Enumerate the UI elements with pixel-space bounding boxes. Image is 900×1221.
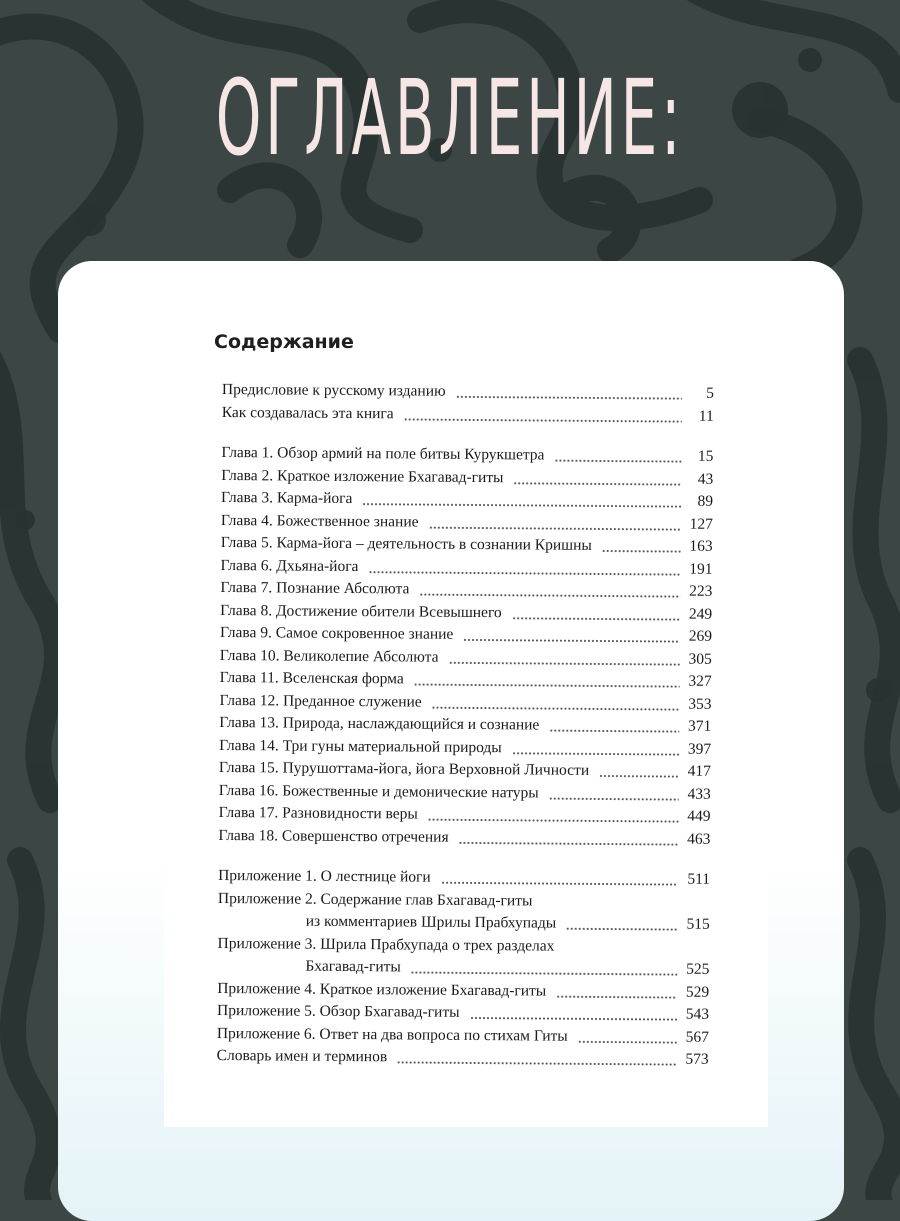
contents-title: Содержание xyxy=(214,331,354,353)
toc-entry-title: Глава 16. Божественные и демонические натуры xyxy=(218,781,539,801)
dot-leader xyxy=(411,971,678,977)
toc-entry-title: Глава 18. Совершенство отречения xyxy=(218,826,449,846)
toc-entry-page: 353 xyxy=(688,695,712,713)
toc-entry-title: Предисловие к русскому изданию xyxy=(221,381,446,400)
toc-entry-page: 127 xyxy=(689,515,713,533)
toc-entry-page: 5 xyxy=(706,384,714,402)
dot-leader xyxy=(556,994,677,999)
toc-entry-page: 43 xyxy=(697,470,714,488)
toc-entry-page: 191 xyxy=(689,560,713,578)
dot-leader xyxy=(469,1016,677,1022)
dot-leader xyxy=(428,525,680,531)
toc-entry-page: 11 xyxy=(698,407,714,425)
toc-entry-page: 573 xyxy=(685,1050,709,1068)
dot-leader xyxy=(549,729,679,734)
toc-entry-title: Приложение 6. Ответ на два вопроса по стихам Гиты xyxy=(216,1024,568,1045)
toc-entry-title: Глава 6. Дхьяна-йога xyxy=(220,556,359,575)
dot-leader xyxy=(566,927,678,932)
dot-leader xyxy=(419,593,680,599)
contents-card xyxy=(58,261,844,1221)
dot-leader xyxy=(554,459,681,464)
dot-leader xyxy=(602,549,681,554)
toc-entry-page: 433 xyxy=(687,785,711,803)
toc-entry-title: Глава 3. Карма-йога xyxy=(221,488,353,508)
toc-entry-page: 567 xyxy=(685,1028,709,1046)
toc-entry-page: 463 xyxy=(687,830,711,848)
toc-entry-page: 449 xyxy=(687,807,711,825)
toc-entry-page: 223 xyxy=(689,582,713,600)
dot-leader xyxy=(448,661,679,667)
toc-entry xyxy=(222,403,714,429)
toc-entry-title: Глава 13. Природа, наслаждающийся и сознание xyxy=(219,713,540,734)
dot-leader xyxy=(441,881,678,887)
toc-entry-title: Приложение 3. Шрила Прабхупада о трех разделах xyxy=(217,934,555,955)
page-heading: ОГЛАВЛЕНИЕ: xyxy=(215,57,685,179)
dot-leader xyxy=(513,481,681,486)
toc-entry-title: Приложение 1. О лестнице йоги xyxy=(218,866,431,886)
dot-leader xyxy=(428,818,679,824)
toc-entry-title: Глава 5. Карма-йога – деятельность в сознании Кришны xyxy=(220,533,592,554)
toc-entry-title: Глава 2. Краткое изложение Бхагавад-гиты xyxy=(221,466,504,486)
toc-entry-title: Приложение 5. Обзор Бхагавад-гиты xyxy=(216,1001,460,1021)
dot-leader xyxy=(512,616,681,621)
toc-entry-page: 543 xyxy=(685,1005,710,1023)
toc-entry-title: Глава 15. Пурушоттама-йога, йога Верховной Личности xyxy=(218,758,590,779)
dot-leader xyxy=(397,1061,677,1067)
dot-leader xyxy=(512,751,679,756)
toc-entry xyxy=(218,826,710,852)
toc-entry-page: 511 xyxy=(687,870,711,888)
toc-entry-title: Глава 8. Достижение обители Всевышнего xyxy=(220,601,502,621)
toc-entry-title-continued: из комментариев Шрилы Прабхупады xyxy=(305,912,557,932)
dot-leader xyxy=(463,638,680,644)
toc-entry-title: Глава 10. Великолепие Абсолюта xyxy=(219,646,439,666)
toc-entry-title-continued: Бхагавад-гиты xyxy=(305,957,401,976)
dot-leader xyxy=(362,502,681,509)
toc-entry-title: Глава 1. Обзор армий на поле битвы Курукшетра xyxy=(221,443,545,464)
toc-entry-page: 249 xyxy=(688,605,713,623)
dot-leader xyxy=(459,841,679,847)
dot-leader xyxy=(432,705,680,711)
toc-entry-title: Приложение 4. Краткое изложение Бхагавад-гиты xyxy=(217,979,547,1000)
toc-list xyxy=(217,381,714,1073)
toc-entry-page: 417 xyxy=(687,762,712,780)
toc-entry-title: Глава 9. Самое сокровенное знание xyxy=(219,623,454,643)
toc-entry-page: 529 xyxy=(685,983,710,1001)
toc-entry-title: Глава 17. Разновидности веры xyxy=(218,803,418,823)
dot-leader xyxy=(578,1040,677,1045)
toc-entry-page: 515 xyxy=(686,915,710,933)
toc-entry-page: 15 xyxy=(697,447,714,465)
toc-entry xyxy=(217,1047,709,1073)
dot-leader xyxy=(404,417,682,423)
dot-leader xyxy=(368,570,680,576)
toc-entry-page: 305 xyxy=(688,650,712,668)
toc-entry-page: 327 xyxy=(688,672,712,690)
toc-entry-page: 269 xyxy=(688,627,713,645)
toc-entry-title: Глава 12. Преданное служение xyxy=(219,691,422,711)
toc-entry-page: 163 xyxy=(689,537,713,555)
dot-leader xyxy=(414,683,680,689)
toc-entry-title: Глава 4. Божественное знание xyxy=(220,511,419,531)
dot-leader xyxy=(549,796,679,801)
toc-entry-title: Словарь имен и терминов xyxy=(216,1046,388,1066)
toc-entry-title: Глава 14. Три гуны материальной природы xyxy=(219,736,502,756)
toc-entry-title: Глава 11. Вселенская форма xyxy=(219,668,404,688)
toc-entry-page: 371 xyxy=(687,717,712,735)
toc-entry-title: Приложение 2. Содержание глав Бхагавад-гиты xyxy=(217,889,533,909)
toc-entry-title: Как создавалась эта книга xyxy=(221,403,394,422)
dot-leader xyxy=(599,774,679,779)
toc-entry-page: 525 xyxy=(686,960,710,978)
toc-entry-page: 397 xyxy=(687,740,712,758)
dot-leader xyxy=(456,395,682,401)
toc-entry-page: 89 xyxy=(697,492,714,510)
toc-entry-title: Глава 7. Познание Абсолюта xyxy=(220,578,410,598)
